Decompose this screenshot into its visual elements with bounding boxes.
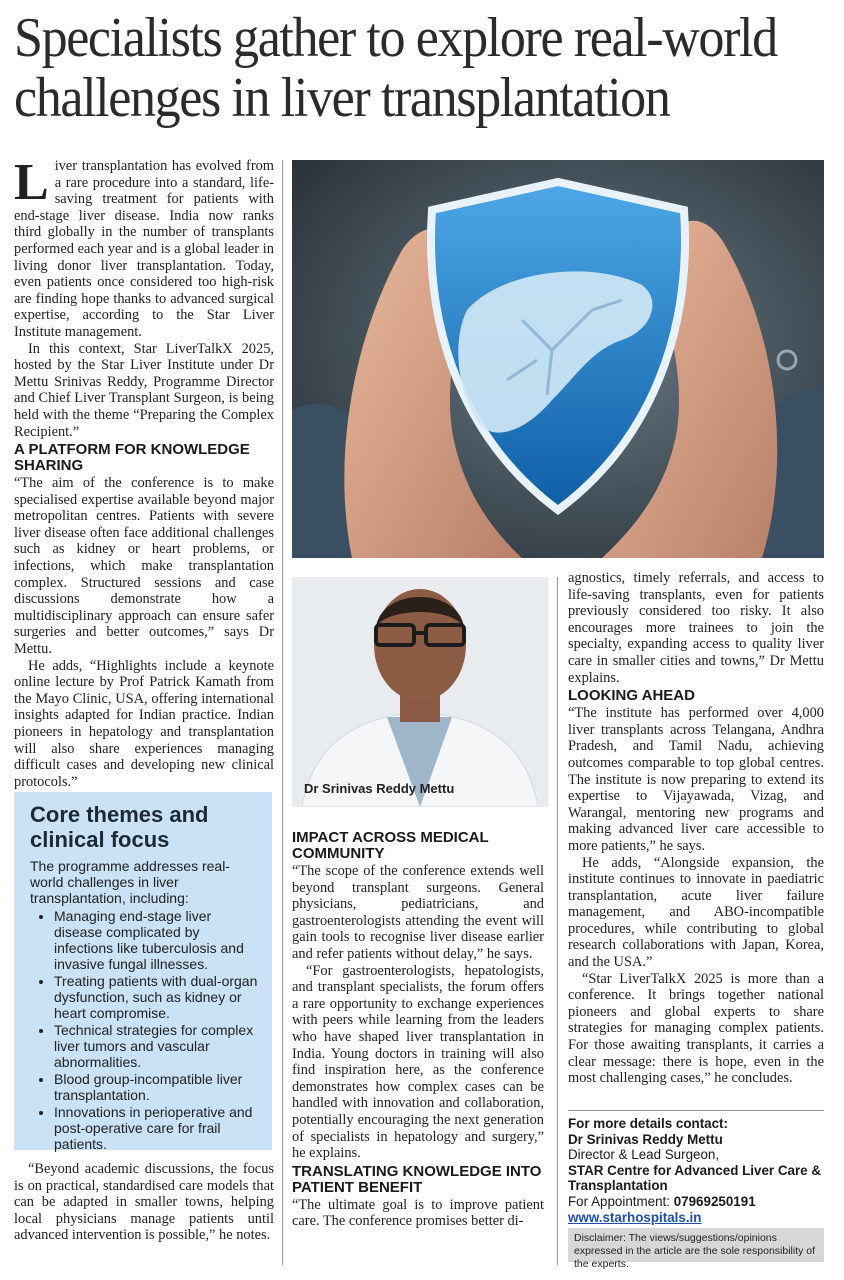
headline-line-2: challenges in liver transplantation (14, 67, 670, 129)
list-item: • Treating patients with dual-organ dysfunction, such as kidney or heart compromise. (54, 973, 262, 1021)
paragraph: “For gastroenterologists, hepatologists, and transplant specialists, the forum offers a rare opportunity to exchange experiences with peers while learning from the leaders who have shaped liver transplantation in India. Young doctors in training will also find inspiration here, as the conference demonstrates how complex cases can be handled with innovation and collaboration, potentially encouraging the next generation of specialists in hepatology and surgery,” he explains. (292, 962, 544, 1162)
list-item: • Managing end-stage liver disease complicated by infections like tuberculosis and invasive fungal illnesses. (54, 908, 262, 972)
core-themes-intro: The programme addresses real-world challenges in liver transplantation, including: (30, 858, 230, 906)
core-themes-box (14, 792, 272, 1150)
paragraph: “Star LiverTalkX 2025 is more than a conference. It brings together national pioneers and global experts to share strategies for managing complex patients. For those awaiting transplants, it carries a clear message: there is hope, even in the most challenging cases,” he concludes. (568, 970, 824, 1087)
disclaimer: Disclaimer: The views/suggestions/opinions expressed in the article are the sole responsibility of the experts. (568, 1228, 824, 1262)
paragraph: “The ultimate goal is to improve patient care. The conference promises better di- (292, 1196, 544, 1230)
paragraph: agnostics, timely referrals, and access to life-saving transplants, even for patients previously considered too risky. It also encourages more trainees to join the specialty, expanding access to quality liver care in smaller cities and towns,” Dr Mettu explains. (568, 570, 824, 686)
appointment-line (568, 1194, 824, 1210)
website-link[interactable]: www.starhospitals.in (568, 1209, 702, 1225)
contact-heading: For more details contact: (568, 1116, 728, 1131)
appointment-label: For Appointment: (568, 1193, 670, 1209)
drop-cap: L (14, 154, 49, 211)
list-item: • Technical strategies for complex liver tumors and vascular abnormalities. (54, 1022, 262, 1070)
paragraph: He adds, “Alongside expansion, the institute continues to innovate in paediatric transplantation, acute liver failure management, and ABO-incompatible procedures, while contributing to global research collaborations with Japan, Korea, and the USA.” (568, 854, 824, 971)
column-divider (282, 160, 283, 1265)
column-divider (557, 577, 558, 1265)
contact-role: Director & Lead Surgeon, (568, 1147, 720, 1163)
headline-line-1: Specialists gather to explore real-world (14, 7, 777, 69)
paragraph: Liver transplantation has evolved from a rare procedure into a standard, life-saving treatment for patients with end-stage liver disease. India now ranks third globally in the number of transplants performed each year and is a global leader in living donor liver transplantation. Today, even patients once considered too high-risk are finding hope thanks to advanced surgical expertise, according to the Star Liver Institute management. (14, 154, 274, 340)
paragraph: In this context, Star LiverTalkX 2025, hosted by the Star Liver Institute under Dr Mettu Srinivas Reddy, Programme Director and Chief Liver Transplant Surgeon, is being held with the theme “Preparing the Complex Recipient.” (14, 340, 274, 440)
list-item: • Blood group-incompatible liver transplantation. (54, 1071, 262, 1103)
paragraph: “Beyond academic discussions, the focus is on practical, standardised care models that can be adapted in smaller towns, helping local physicians manage patients until advanced intervention is possible,” he notes. (14, 1161, 274, 1244)
paragraph: “The aim of the conference is to make specialised expertise available beyond major metropolitan centres. Patients with severe liver disease often face additional challenges such as kidney or heart problems, or infections, which make transplantation complex. Structured sessions and case discussions demonstrate how a multidisciplinary approach can ensure safer surgeries and better outcomes,” says Dr Mettu. (14, 475, 274, 658)
subhead-knowledge-sharing: A PLATFORM FOR KNOWLEDGE SHARING (14, 441, 250, 475)
paragraph: “The institute has performed over 4,000 liver transplants across Telangana, Andhra Pradesh, and Tamil Nadu, achieving outcomes comparable to top global centres. The institute is now preparing to extend its expertise to Vijayawada, Vizag, and Warangal, mentoring new programs and making advanced liver care accessible to more patients,” he says. (568, 705, 824, 854)
subhead-looking-ahead: LOOKING AHEAD (568, 687, 695, 705)
contact-divider (568, 1110, 824, 1111)
contact-block (568, 1116, 824, 1225)
subhead-translating: TRANSLATING KNOWLEDGE INTO PATIENT BENEFIT (292, 1162, 542, 1196)
paragraph: He adds, “Highlights include a keynote online lecture by Prof Patrick Kamath from the Mayo Clinic, USA, offering international insights adapted for Indian practice. Indian pioneers in hepatology and transplantation will also share experiences managing difficult cases and developing new clinical protocols.” (14, 657, 274, 790)
headline (14, 8, 777, 128)
core-themes-list (14, 908, 272, 1152)
contact-org: STAR Centre for Advanced Liver Care & Transplantation (568, 1162, 821, 1194)
doctor-photo (292, 577, 548, 807)
photo-caption: Dr Srinivas Reddy Mettu (304, 781, 455, 796)
core-themes-title: Core themes and clinical focus (30, 802, 209, 852)
column-1-bottom (14, 1161, 274, 1244)
contact-name: Dr Srinivas Reddy Mettu (568, 1131, 723, 1147)
column-3 (568, 570, 824, 1087)
column-2 (292, 828, 544, 1230)
list-item: • Innovations in perioperative and post-operative care for frail patients. (54, 1104, 262, 1152)
paragraph: “The scope of the conference extends well beyond transplant surgeons. General physicians, pediatricians, and gastroenterologists attending the event will gain tools to recognise liver disease earlier and refer patients without delay,” he says. (292, 863, 544, 962)
subhead-impact: IMPACT ACROSS MEDICAL COMMUNITY (292, 829, 489, 862)
phone-number[interactable]: 07969250191 (673, 1193, 756, 1209)
column-1 (14, 154, 274, 790)
liver-shield-photo (292, 160, 824, 558)
